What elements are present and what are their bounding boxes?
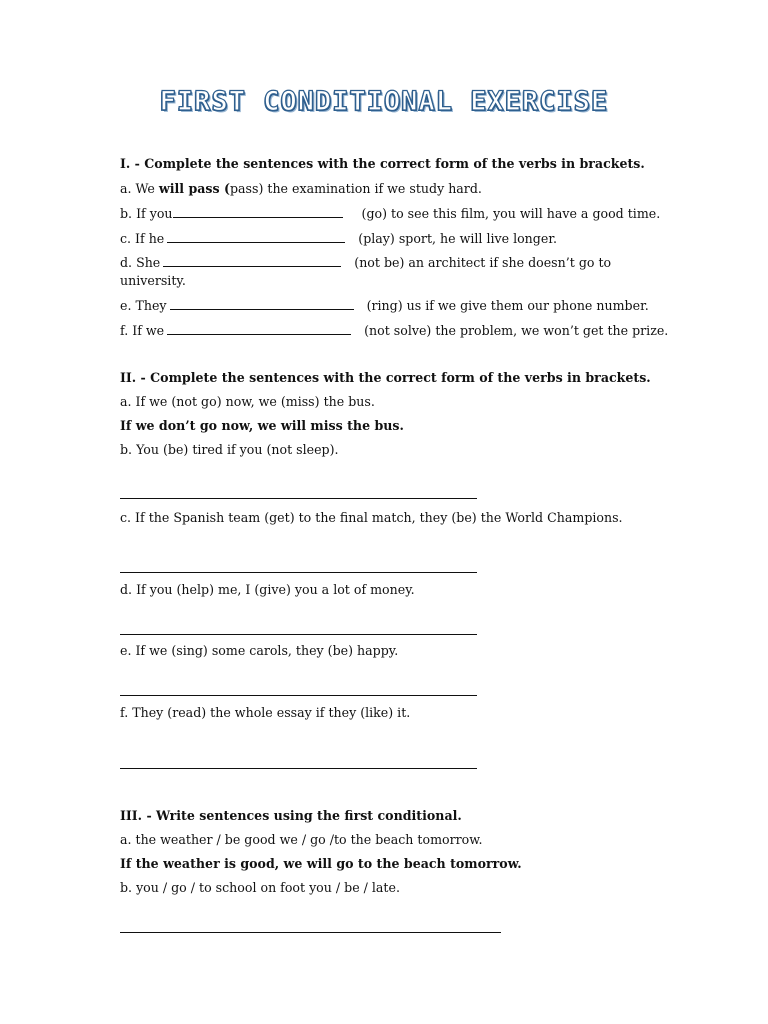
answer-line[interactable] [120, 932, 501, 933]
answer-blank[interactable] [173, 205, 343, 218]
section-1-example [120, 181, 482, 197]
example-answer: will pass ( [158, 181, 230, 196]
answer-blank[interactable] [170, 297, 354, 310]
item-text-before: d. She [120, 255, 161, 270]
section-3-heading: III. - Write sentences using the first conditional. [120, 808, 462, 823]
item-text-before: e. They [120, 298, 167, 313]
answer-line[interactable] [120, 768, 477, 769]
answer-blank[interactable] [167, 322, 351, 335]
item-text-before: f. If we [120, 323, 165, 338]
item-text-after: (not be) an architect if she doesn’t go to [354, 255, 612, 270]
section-1-heading: I. - Complete the sentences with the correct form of the verbs in brackets. [120, 156, 645, 171]
section-1-item-d-continued: university. [120, 273, 186, 288]
section-1-item-e [120, 297, 649, 314]
section-2-item-c: c. If the Spanish team (get) to the final match, they (be) the World Champions. [120, 510, 623, 525]
item-text-before: c. If he [120, 231, 165, 246]
item-text-after: (go) to see this film, you will have a good time. [361, 206, 661, 221]
item-text-before: b. If you [120, 206, 173, 221]
example-suffix: pass) the examination if we study hard. [229, 181, 482, 196]
section-2-item-f: f. They (read) the whole essay if they (like) it. [120, 705, 411, 720]
section-2-item-d: d. If you (help) me, I (give) you a lot of money. [120, 582, 415, 597]
item-text-after: (not solve) the problem, we won’t get the prize. [364, 323, 669, 338]
section-1-item-f [120, 322, 668, 339]
item-text-after: (play) sport, he will live longer. [358, 231, 557, 246]
section-2-example-answer: If we don’t go now, we will miss the bus. [120, 418, 404, 433]
section-1-item-b [120, 205, 660, 222]
item-text-after: (ring) us if we give them our phone number. [366, 298, 649, 313]
answer-line[interactable] [120, 634, 477, 635]
section-2-heading: II. - Complete the sentences with the correct form of the verbs in brackets. [120, 370, 651, 385]
section-1-item-c [120, 230, 557, 247]
section-3-example-question: a. the weather / be good we / go /to the beach tomorrow. [120, 832, 483, 847]
section-2-example-question: a. If we (not go) now, we (miss) the bus. [120, 394, 375, 409]
section-2-item-b: b. You (be) tired if you (not sleep). [120, 442, 339, 457]
answer-blank[interactable] [163, 254, 341, 267]
section-3-item-b: b. you / go / to school on foot you / be / late. [120, 880, 400, 895]
section-3-example-answer: If the weather is good, we will go to the beach tomorrow. [120, 856, 522, 871]
answer-line[interactable] [120, 498, 477, 499]
example-prefix: a. We [120, 181, 159, 196]
section-1-item-d [120, 254, 611, 271]
page-title: FIRST CONDITIONAL EXERCISE [159, 86, 609, 117]
section-2-item-e: e. If we (sing) some carols, they (be) happy. [120, 643, 399, 658]
answer-line[interactable] [120, 572, 477, 573]
answer-blank[interactable] [167, 230, 345, 243]
answer-line[interactable] [120, 695, 477, 696]
